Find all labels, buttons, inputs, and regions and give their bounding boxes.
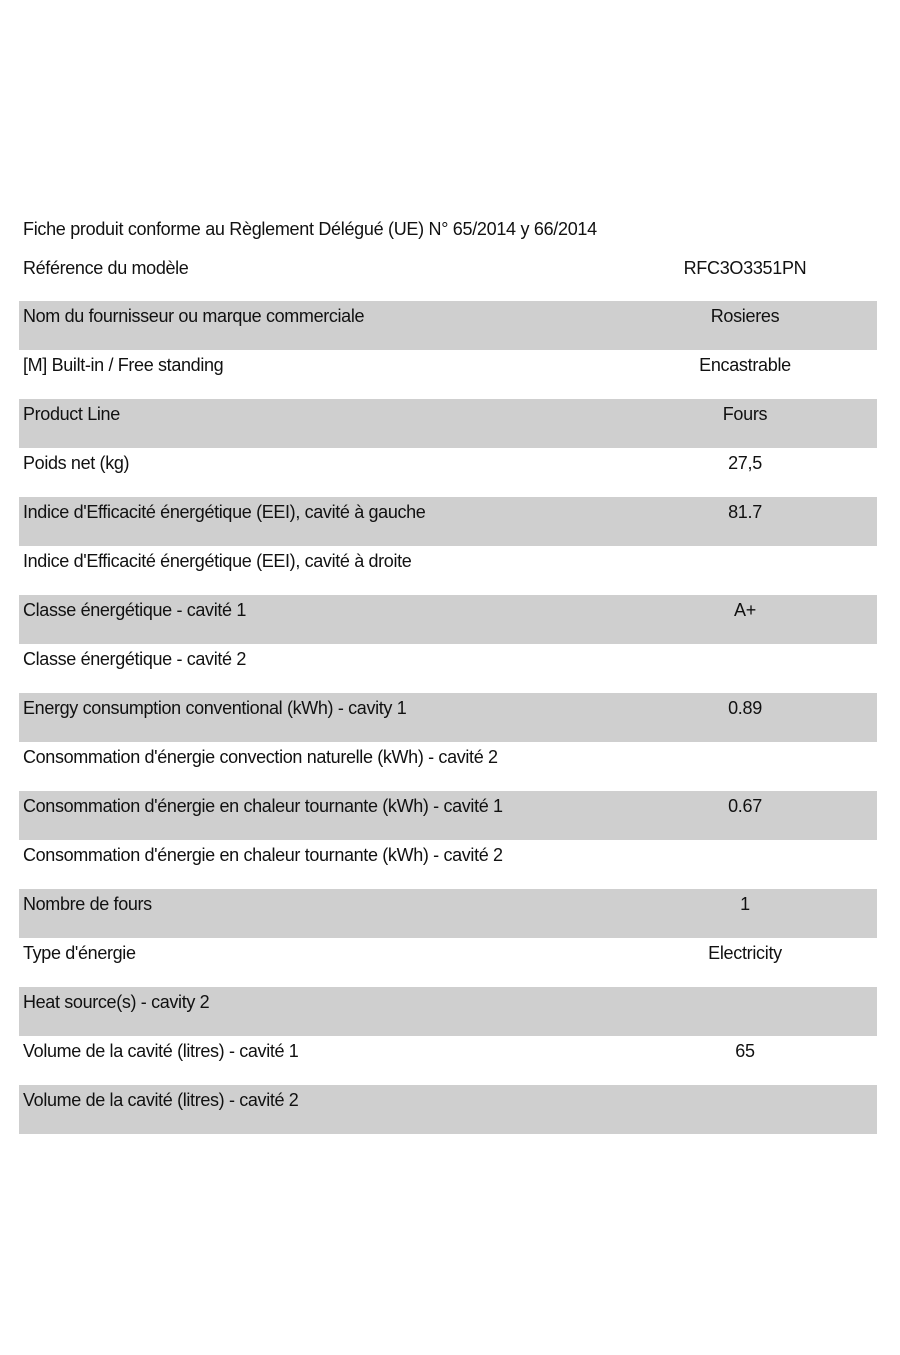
row-value: 27,5 <box>728 453 762 473</box>
row-value: 0.89 <box>728 698 762 718</box>
table-row <box>19 497 877 546</box>
row-label: Energy consumption conventional (kWh) - cavity 1 <box>23 698 407 718</box>
fiche-title: Fiche produit conforme au Règlement Délégué (UE) N° 65/2014 y 66/2014 <box>23 219 597 239</box>
fiche-table <box>19 253 877 1134</box>
table-row <box>19 301 877 350</box>
product-fiche <box>19 205 877 1134</box>
table-row <box>19 1085 877 1134</box>
row-value: A+ <box>734 600 756 620</box>
row-label: Consommation d'énergie en chaleur tournante (kWh) - cavité 2 <box>23 845 503 865</box>
row-label: [M] Built-in / Free standing <box>23 355 224 375</box>
table-row <box>19 448 877 497</box>
row-label: Référence du modèle <box>23 258 189 278</box>
row-label: Nom du fournisseur ou marque commerciale <box>23 306 365 326</box>
table-row <box>19 1036 877 1085</box>
row-label: Consommation d'énergie en chaleur tournante (kWh) - cavité 1 <box>23 796 503 816</box>
table-row <box>19 742 877 791</box>
table-row <box>19 889 877 938</box>
table-row <box>19 595 877 644</box>
row-value: Electricity <box>708 943 782 963</box>
row-label: Type d'énergie <box>23 943 136 963</box>
row-value: Fours <box>722 404 768 424</box>
row-label: Poids net (kg) <box>23 453 130 473</box>
row-label: Nombre de fours <box>23 894 152 914</box>
row-label: Classe énergétique - cavité 1 <box>23 600 246 620</box>
row-value: RFC3O3351PN <box>683 258 807 278</box>
row-label: Consommation d'énergie convection naturelle (kWh) - cavité 2 <box>23 747 498 767</box>
row-value: 0.67 <box>728 796 762 816</box>
table-row <box>19 350 877 399</box>
row-label: Volume de la cavité (litres) - cavité 1 <box>23 1041 299 1061</box>
row-value: 65 <box>735 1041 755 1061</box>
row-label: Classe énergétique - cavité 2 <box>23 649 246 669</box>
row-value: Rosieres <box>710 306 780 326</box>
row-label: Heat source(s) - cavity 2 <box>23 992 210 1012</box>
table-row <box>19 546 877 595</box>
table-row <box>19 253 877 301</box>
row-value: 81.7 <box>728 502 762 522</box>
row-label: Indice d'Efficacité énergétique (EEI), cavité à gauche <box>23 502 426 522</box>
table-row <box>19 791 877 840</box>
table-row <box>19 399 877 448</box>
row-label: Volume de la cavité (litres) - cavité 2 <box>23 1090 299 1110</box>
table-row <box>19 987 877 1036</box>
table-row <box>19 938 877 987</box>
table-row <box>19 693 877 742</box>
table-row <box>19 840 877 889</box>
table-row <box>19 644 877 693</box>
row-value: 1 <box>740 894 750 914</box>
row-label: Indice d'Efficacité énergétique (EEI), cavité à droite <box>23 551 412 571</box>
row-value: Encastrable <box>699 355 791 375</box>
row-label: Product Line <box>23 404 120 424</box>
